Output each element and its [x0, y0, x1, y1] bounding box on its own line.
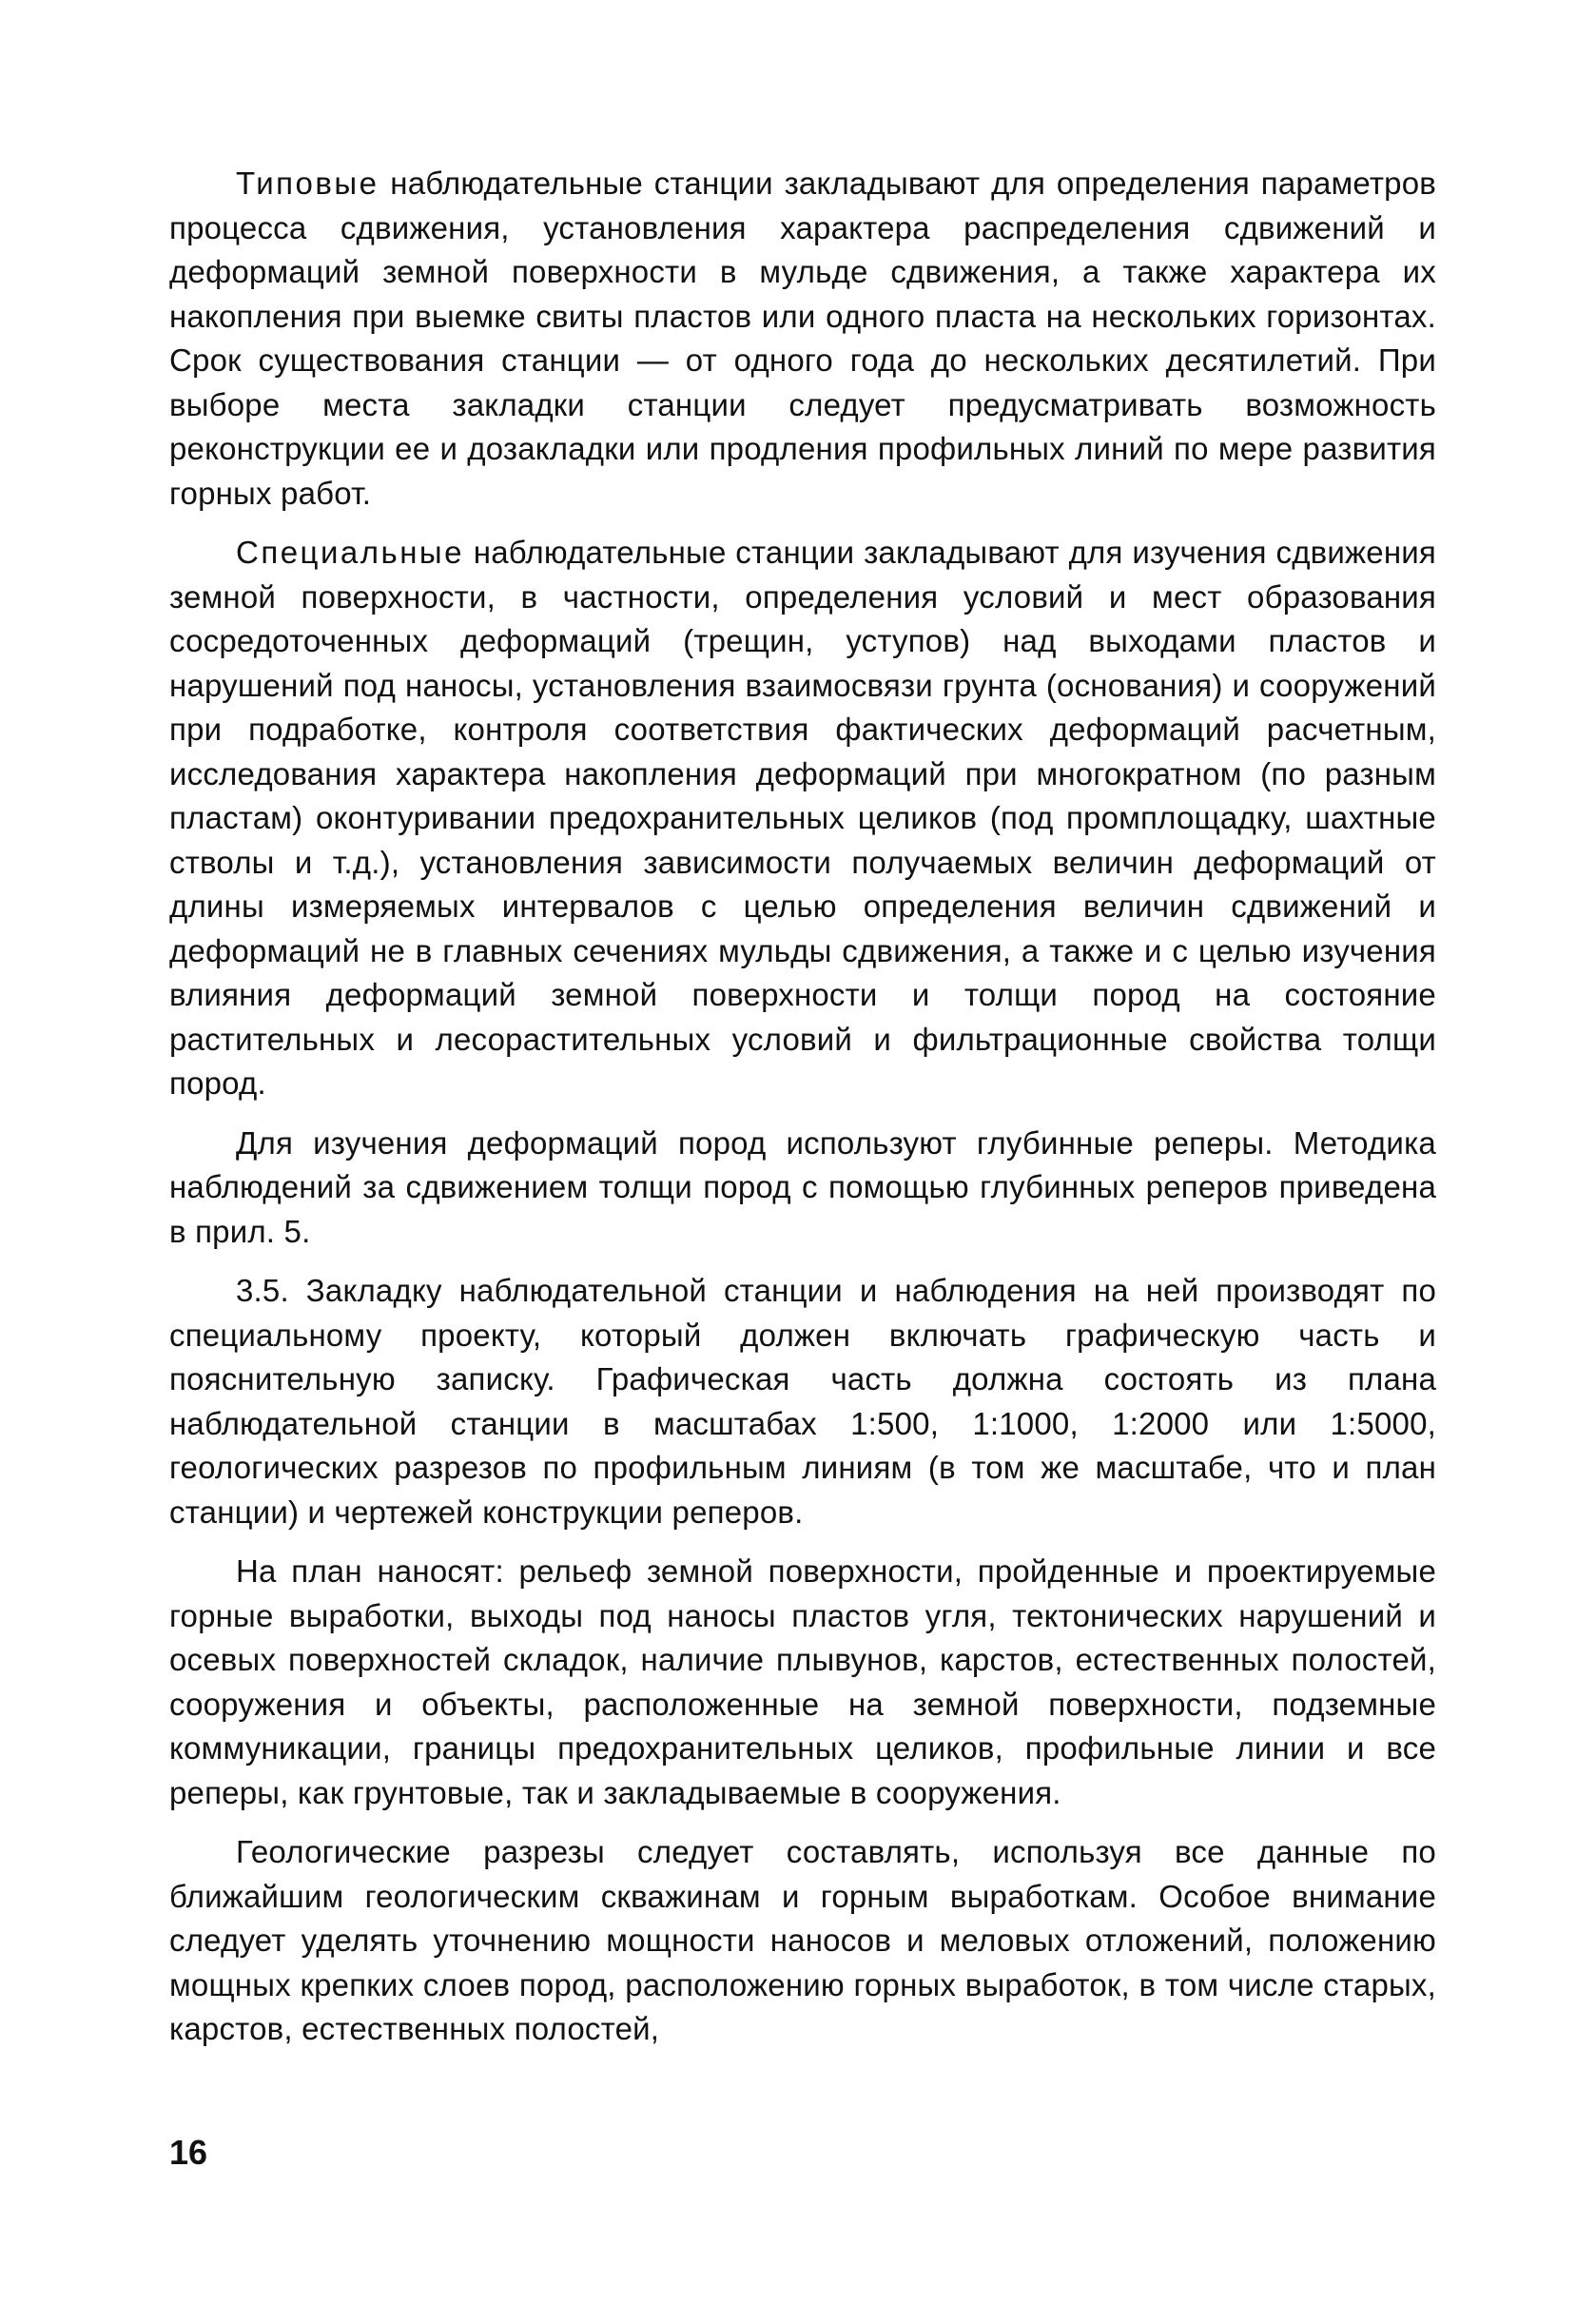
paragraph-text: наблюдательные станции закладывают для определения параметров процесса сдвижения, установления характера распределения сдвижений и деформаций земной поверхности в мульде сдвижения, а также характера их накопления при выемке свиты пластов или одного пласта на нескольких горизонтах. Срок существования станции — от одного года до нескольких десятилетий. При выборе места закладки станции следует предусматривать возможность реконструкции ее и дозакладки или продления профильных линий по мере развития горных работ.	[169, 166, 1436, 511]
paragraph-standard-stations	[169, 162, 1436, 516]
paragraph-lead-word: Специальные	[236, 535, 464, 570]
paragraph-lead-word: Типовые	[236, 166, 380, 201]
paragraph-deep-benchmarks	[169, 1122, 1436, 1255]
paragraph-text: 3.5. Закладку наблюдательной станции и наблюдения на ней производят по специальному проекту, который должен включать графическую часть и пояснительную записку. Графическая часть должна состоять из плана наблюдательной станции в масштабах 1:500, 1:1000, 1:2000 или 1:5000, геологических разрезов по профильным линиям (в том же масштабе, что и план станции) и чертежей конструкции реперов.	[169, 1273, 1436, 1530]
paragraph-special-stations	[169, 531, 1436, 1106]
paragraph-text: Геологические разрезы следует составлять, используя все данные по ближайшим геологическим скважинам и горным выработкам. Особое внимание следует уделять уточнению мощности наносов и меловых отложений, положению мощных крепких слоев пород, расположению горных выработок, в том числе старых, карстов, естественных полостей,	[169, 1834, 1436, 2046]
paragraph-section-3-5	[169, 1269, 1436, 1534]
paragraph-text: наблюдательные станции закладывают для изучения сдвижения земной поверхности, в частности, определения условий и мест образования сосредоточенных деформаций (трещин, уступов) над выходами пластов и нарушений под наносы, установления взаимосвязи грунта (основания) и сооружений при подработке, контроля соответствия фактических деформаций расчетным, исследования характера накопления деформаций при многократном (по разным пластам) оконтуривании предохранительных целиков (под промплощадку, шахтные стволы и т.д.), установления зависимости получаемых величин деформаций от длины измеряемых интервалов с целью определения величин сдвижений и деформаций не в главных сечениях мульды сдвижения, а также и с целью изучения влияния деформаций земной поверхности и толщи пород на состояние растительных и лесорастительных условий и фильтрационные свойства толщи пород.	[169, 535, 1436, 1101]
paragraph-text: На план наносят: рельеф земной поверхности, пройденные и проектируемые горные выработки, выходы под наносы пластов угля, тектонических нарушений и осевых поверхностей складок, наличие плывунов, карстов, естественных полостей, сооружения и объекты, расположенные на земной поверхности, подземные коммуникации, границы предохранительных целиков, профильные линии и все реперы, как грунтовые, так и закладываемые в сооружения.	[169, 1553, 1436, 1810]
page-body	[169, 162, 1436, 2067]
paragraph-plan-contents	[169, 1550, 1436, 1815]
paragraph-geological-sections	[169, 1830, 1436, 2052]
paragraph-text: Для изучения деформаций пород используют глубинные реперы. Методика наблюдений за сдвижением толщи пород с помощью глубинных реперов приведена в прил. 5.	[169, 1124, 1436, 1249]
page-number: 16	[169, 2133, 208, 2172]
